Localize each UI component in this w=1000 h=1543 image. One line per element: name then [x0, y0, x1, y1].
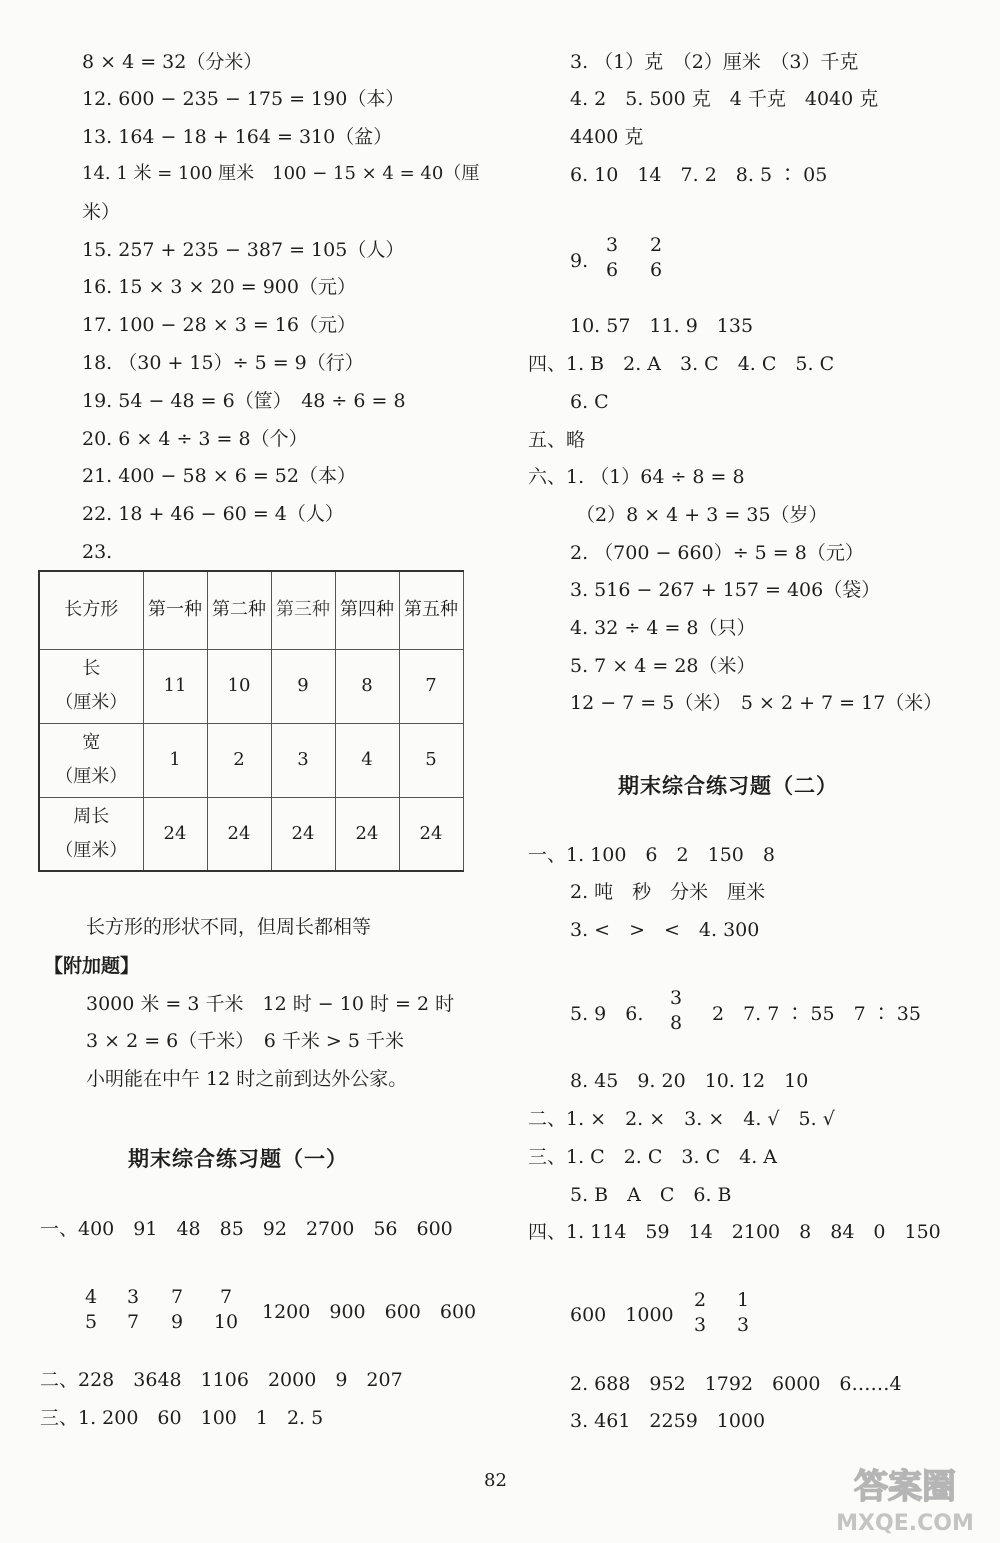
bonus-heading: 【附加题】 — [44, 955, 140, 977]
row-label: 周长 （厘米） — [39, 797, 143, 871]
answer-line: 10. 57 11. 9 135 — [570, 315, 754, 337]
fraction: 3 8 — [669, 987, 683, 1034]
answer-line: 二、1. × 2. × 3. × 4. √ 5. √ — [528, 1108, 835, 1130]
fraction: 3 6 — [605, 234, 619, 281]
answer-line: 18. （30 + 15）÷ 5 = 9（行） — [82, 352, 364, 374]
rectangle-table — [38, 570, 464, 872]
table-row — [39, 649, 463, 723]
fraction: 2 3 — [693, 1289, 707, 1336]
section-title: 期末综合练习题（一） — [128, 1147, 348, 1171]
answer-line: 2 7. 7 ∶ 55 7 ∶ 35 — [712, 1003, 921, 1025]
table-cell: 5 — [399, 723, 463, 797]
fraction: 1 3 — [736, 1289, 750, 1336]
row-label: 长 （厘米） — [39, 649, 143, 723]
answer-line: 四、1. 114 59 14 2100 8 84 0 150 — [528, 1221, 941, 1243]
table-cell: 24 — [207, 797, 271, 871]
answer-line: 二、228 3648 1106 2000 9 207 — [40, 1369, 403, 1391]
answer-line: 一、400 91 48 85 92 2700 56 600 — [40, 1218, 453, 1240]
answer-line: 米） — [82, 201, 121, 223]
table-header-cell: 第一种 — [143, 571, 207, 649]
answer-line: 16. 15 × 3 × 20 = 900（元） — [82, 276, 356, 298]
table-corner-cell: 长方形 — [39, 571, 143, 649]
fraction: 3 7 — [126, 1286, 140, 1333]
answer-line: 6. C — [570, 391, 609, 413]
answer-line: 8. 45 9. 20 10. 12 10 — [570, 1070, 809, 1092]
table-cell: 24 — [143, 797, 207, 871]
fraction: 7 9 — [170, 1286, 184, 1333]
table-row — [39, 797, 463, 871]
table-header-cell: 第二种 — [207, 571, 271, 649]
table-conclusion: 长方形的形状不同，但周长都相等 — [86, 916, 372, 938]
answer-line: （2）8 × 4 + 3 = 35（岁） — [576, 504, 828, 526]
fraction: 2 6 — [649, 234, 663, 281]
bonus-line: 3 × 2 = 6（千米） 6 千米 > 5 千米 — [86, 1030, 405, 1052]
table-cell: 24 — [399, 797, 463, 871]
answer-line: 8 × 4 = 32（分米） — [82, 51, 263, 73]
answer-line: 5. 7 × 4 = 28（米） — [570, 655, 756, 677]
answer-line: 5. B A C 6. B — [570, 1184, 732, 1206]
answer-line: 17. 100 − 28 × 3 = 16（元） — [82, 314, 356, 336]
bonus-line: 小明能在中午 12 时之前到达外公家。 — [86, 1068, 408, 1090]
table-header-cell: 第五种 — [399, 571, 463, 649]
table-cell: 2 — [207, 723, 271, 797]
table-cell: 11 — [143, 649, 207, 723]
page-number: 82 — [484, 1470, 507, 1491]
watermark-logo — [820, 1456, 990, 1536]
watermark-bottom-text: MXQE.COM — [836, 1511, 974, 1536]
answer-line: 19. 54 − 48 = 6（筐） 48 ÷ 6 = 8 — [82, 390, 406, 412]
table-cell: 3 — [271, 723, 335, 797]
answer-line: 3. < > < 4. 300 — [570, 919, 760, 941]
answer-line: 五、略 — [528, 429, 586, 451]
answer-line: 4400 克 — [570, 126, 644, 148]
answer-line: 21. 400 − 58 × 6 = 52（本） — [82, 465, 356, 487]
answer-line: 13. 164 − 18 + 164 = 310（盆） — [82, 126, 393, 148]
answer-line: 一、1. 100 6 2 150 8 — [528, 844, 775, 866]
section-title: 期末综合练习题（二） — [618, 774, 838, 798]
table-cell: 7 — [399, 649, 463, 723]
table-cell: 9 — [271, 649, 335, 723]
table-cell: 24 — [335, 797, 399, 871]
table-header-row — [39, 571, 463, 649]
answer-line: 四、1. B 2. A 3. C 4. C 5. C — [528, 353, 835, 375]
answer-line: 3. 516 − 267 + 157 = 406（袋） — [570, 579, 881, 601]
answer-line: 5. 9 6. — [570, 1003, 644, 1025]
question-label: 9. — [570, 250, 589, 272]
table-cell: 8 — [335, 649, 399, 723]
answer-line: 3. （1）克 （2）厘米 （3）千克 — [570, 51, 859, 73]
answer-line: 22. 18 + 46 − 60 = 4（人） — [82, 503, 344, 525]
answer-line: 4. 32 ÷ 4 = 8（只） — [570, 617, 756, 639]
table-cell: 4 — [335, 723, 399, 797]
answer-line: 2. （700 − 660）÷ 5 = 8（元） — [570, 542, 864, 564]
answer-line: 600 1000 — [570, 1304, 674, 1326]
table-cell: 24 — [271, 797, 335, 871]
table-row — [39, 723, 463, 797]
table-header-cell: 第三种 — [271, 571, 335, 649]
fraction: 4 5 — [84, 1286, 98, 1333]
answer-line: 3. 461 2259 1000 — [570, 1410, 766, 1432]
bonus-line: 3000 米 = 3 千米 12 时 − 10 时 = 2 时 — [86, 993, 455, 1015]
answer-line: 12 − 7 = 5（米） 5 × 2 + 7 = 17（米） — [570, 692, 943, 714]
answer-line: 六、1. （1）64 ÷ 8 = 8 — [528, 466, 745, 488]
answer-line: 6. 10 14 7. 2 8. 5 ∶ 05 — [570, 164, 828, 186]
answer-line: 23. — [82, 541, 113, 563]
answer-line: 12. 600 − 235 − 175 = 190（本） — [82, 88, 405, 110]
watermark-top-text: 答案圈 — [854, 1467, 956, 1507]
table-cell: 1 — [143, 723, 207, 797]
answer-line: 1200 900 600 600 — [262, 1301, 477, 1323]
row-label: 宽 （厘米） — [39, 723, 143, 797]
fraction: 7 10 — [213, 1286, 239, 1333]
answer-line: 三、1. 200 60 100 1 2. 5 — [40, 1407, 324, 1429]
answer-line: 15. 257 + 235 − 387 = 105（人） — [82, 239, 405, 261]
answer-line: 20. 6 × 4 ÷ 3 = 8（个） — [82, 428, 308, 450]
answer-line: 2. 吨 秒 分米 厘米 — [570, 881, 766, 903]
table-cell: 10 — [207, 649, 271, 723]
answer-line: 三、1. C 2. C 3. C 4. A — [528, 1146, 778, 1168]
table-header-cell: 第四种 — [335, 571, 399, 649]
answer-line: 2. 688 952 1792 6000 6……4 — [570, 1373, 902, 1395]
answer-line: 14. 1 米 = 100 厘米 100 − 15 × 4 = 40（厘 — [82, 163, 480, 184]
answer-line: 4. 2 5. 500 克 4 千克 4040 克 — [570, 88, 879, 110]
